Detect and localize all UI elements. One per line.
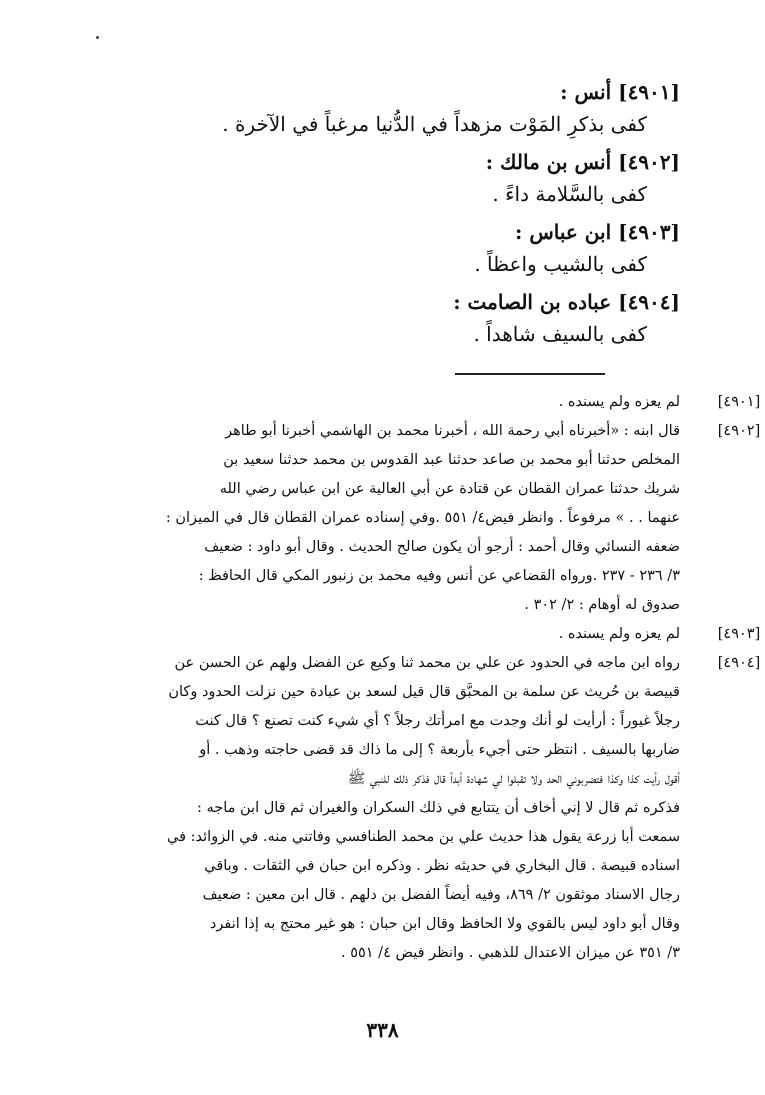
entry-4902 <box>0 146 765 216</box>
footnote-text: رواه ابن ماجه في الحدود عن علي بن محمد ثنا وكيع عن الفضل ولهم عن الحسن عن قبيصة بن حُريث عن سلمة بن المحبَّق قال قيل لسعد بن عبادة حين نزلت الحدود وكان رجلاً غيوراً : أرأيت لو أنك وجدت مع امرأتك رجلاً ؟ أي شيء كنت تصنع ؟ قال كنت ضاربها بالسيف . انتظر حتى أجيء بأربعة ؟ إلى ما ذاك قد قضى حاجته وذهب . أو أقول رأيت كذا وكذا فتضربوني الحد ولا تقبلوا لي شهادة أبداً قال فذكر ذلك للنبي ﷺ فذكره ثم قال لا إني أخاف أن يتتابع في ذلك السكران والغيران ثم قال ابن ماجه : سمعت أبا زرعة يقول هذا حديث علي بن محمد الطنافسي وفاتني منه. في الزوائد: في اسناده قبيصة . قال البخاري في حديثه نظر . وذكره ابن حبان في الثقات . وباقي رجال الاسناد موثقون ٢/ ٨٦٩، وفيه أيضاً الفضل بن دلهم . قال ابن معين : ضعيف وقال أبو داود ليس بالقوي ولا الحافظ وقال ابن حبان : هو غير محتج به إذا انفرد ٣/ ٣٥١ عن ميزان الاعتدال للذهبي . وانظر فيض ٤/ ٥٥١ . <box>167 655 680 961</box>
footnote-separator <box>455 373 605 375</box>
entry-text: كفى بالسيف شاهداً . <box>473 322 647 346</box>
footnote-text: قال ابنه : «أخبرناه أبي رحمة الله ، أخبرنا محمد بن الهاشمي أخبرنا أبو طاهر المخلص حدثنا أبو محمد بن صاعد حدثنا عبد القدوس بن محمد حدثنا سعيد بن شريك حدثنا عمران القطان عن قتادة عن أبي العالية عن ابن عباس رضي الله عنهما . . » مرفوعاً . وانظر فيض٤/ ٥٥١ .وفي إسناده عمران القطان قال في الميزان : ضعفه النسائي وقال أحمد : أرجو أن يكون صالح الحديث . وقال أبو داود : ضعيف ٣/ ٢٣٦ - ٢٣٧ .ورواه القضاعي عن أنس وفيه محمد بن زنبور المكي قال الحافظ : صدوق له أوهام : ٢/ ٣٠٢ . <box>165 423 680 613</box>
entry-4904 <box>0 286 765 356</box>
entry-heading: [٤٩٠٢] أنس بن مالك : <box>485 150 680 174</box>
entry-text: كفى بالسَّلامة داءً . <box>492 182 647 206</box>
page-number: ٣٣٨ <box>366 1018 399 1042</box>
entry-heading: [٤٩٠٤] عباده بن الصامت : <box>453 290 680 314</box>
footnote-number: [٤٩٠٤] <box>717 655 761 671</box>
footnote-text: لم يعزه ولم يسنده . <box>558 394 680 410</box>
entry-4901 <box>0 76 765 146</box>
entry-text: كفى بذكرِ المَوْت مزهداً في الدُّنيا مرغباً في الآخرة . <box>222 112 647 136</box>
footnote-4901 <box>80 388 761 417</box>
entry-heading: [٤٩٠٣] ابن عباس : <box>515 220 680 244</box>
footnotes <box>80 388 761 968</box>
footnote-4902 <box>80 417 761 620</box>
footnote-text: لم يعزه ولم يسنده . <box>558 626 680 642</box>
entry-heading: [٤٩٠١] أنس : <box>560 80 680 104</box>
footnote-number: [٤٩٠٣] <box>717 626 761 642</box>
footnote-4904 <box>80 649 761 968</box>
footnote-4903 <box>80 620 761 649</box>
entry-4903 <box>0 216 765 286</box>
entry-text: كفى بالشيب واعظاً . <box>474 252 647 276</box>
footnote-number: [٤٩٠٢] <box>717 423 761 439</box>
proverb-entries <box>0 76 765 356</box>
footnote-number: [٤٩٠١] <box>717 394 761 410</box>
speck-mark <box>96 36 99 39</box>
